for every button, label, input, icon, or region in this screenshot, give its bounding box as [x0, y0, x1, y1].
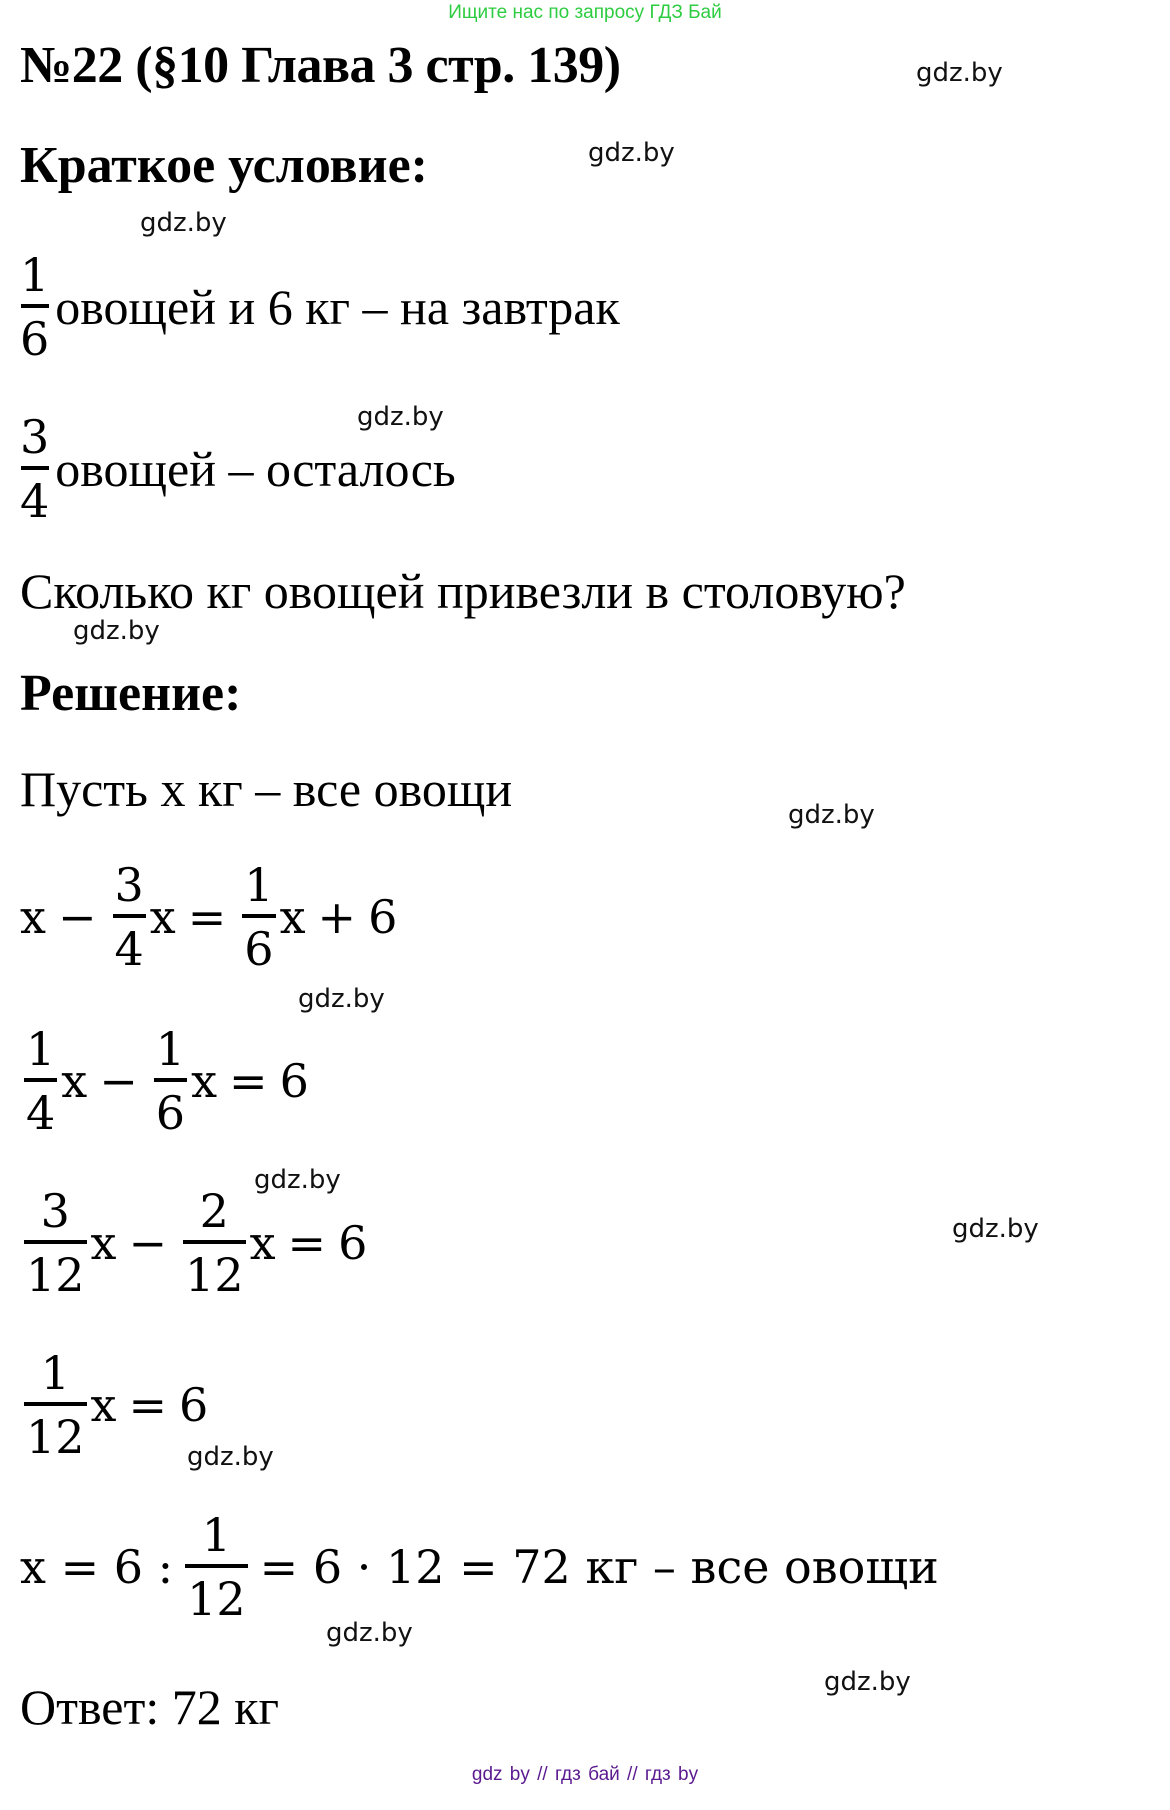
- fraction: [24, 1346, 87, 1464]
- denominator: 4: [26, 1086, 56, 1140]
- watermark: gdz.by: [140, 208, 227, 238]
- numerator: 3: [20, 410, 50, 464]
- equation-1: [20, 858, 398, 976]
- watermark: gdz.by: [357, 402, 444, 432]
- operator: +: [317, 890, 357, 944]
- fraction: [24, 1184, 87, 1302]
- fraction-bar: [183, 1240, 246, 1244]
- watermark: gdz.by: [326, 1618, 413, 1648]
- fraction: [185, 1508, 248, 1626]
- numerator: 1: [26, 1022, 56, 1076]
- condition-line-2: [18, 410, 456, 528]
- denominator: 12: [187, 1572, 246, 1626]
- fraction-bar: [154, 1078, 187, 1082]
- denominator: 4: [20, 474, 50, 528]
- fraction-bar: [24, 1240, 87, 1244]
- fraction: [24, 1022, 57, 1140]
- question-text: Сколько кг овощей привезли в столовую?: [20, 563, 906, 619]
- condition-heading: Краткое условие:: [20, 137, 428, 194]
- watermark: gdz.by: [73, 616, 160, 646]
- operator: =: [229, 1054, 268, 1108]
- watermark: gdz.by: [187, 1442, 274, 1472]
- operator: =: [128, 1378, 168, 1432]
- fraction-bar: [24, 1402, 87, 1406]
- fraction-bar: [21, 304, 49, 308]
- watermark: gdz.by: [254, 1165, 341, 1195]
- equation-3: [20, 1184, 368, 1302]
- denominator: 4: [114, 922, 144, 976]
- denominator: 12: [26, 1410, 85, 1464]
- operator: =: [287, 1216, 327, 1270]
- watermark: gdz.by: [788, 800, 875, 830]
- fraction-bar: [24, 1078, 57, 1082]
- operator: −: [57, 890, 97, 944]
- constant: 6: [338, 1216, 368, 1270]
- numerator: 1: [20, 248, 50, 302]
- equation-5: [20, 1508, 939, 1626]
- fraction-bar: [21, 466, 49, 470]
- denominator: 12: [26, 1248, 85, 1302]
- denominator: 12: [185, 1248, 244, 1302]
- operator: −: [128, 1216, 168, 1270]
- fraction-bar: [185, 1564, 248, 1568]
- constant: 6: [279, 1054, 309, 1108]
- variable: x: [61, 1054, 88, 1108]
- fraction: [183, 1184, 246, 1302]
- fraction-bar: [242, 914, 275, 918]
- answer: Ответ: 72 кг: [20, 1679, 280, 1735]
- fraction: [242, 858, 275, 976]
- page-title: №22 (§10 Глава 3 стр. 139): [20, 37, 621, 94]
- numerator: 1: [40, 1346, 70, 1400]
- numerator: 3: [114, 858, 144, 912]
- constant: 6: [179, 1378, 209, 1432]
- footer-links[interactable]: gdz by // гдз бай // гдз by: [471, 1764, 699, 1785]
- variable: x: [20, 890, 46, 944]
- fraction: [18, 410, 51, 528]
- variable: x: [149, 890, 176, 944]
- operator: =: [187, 890, 227, 944]
- variable: x: [90, 1378, 117, 1432]
- solution-heading: Решение:: [20, 665, 242, 722]
- variable: x: [279, 890, 306, 944]
- fraction-bar: [113, 914, 146, 918]
- numerator: 3: [40, 1184, 70, 1238]
- variable: x: [249, 1216, 276, 1270]
- numerator: 2: [199, 1184, 229, 1238]
- search-banner[interactable]: Ищите нас по запросу ГДЗ Бай: [448, 2, 722, 23]
- numerator: 1: [155, 1022, 186, 1076]
- condition-text: овощей – осталось: [55, 441, 456, 497]
- fraction: [113, 858, 146, 976]
- numerator: 1: [201, 1508, 232, 1562]
- constant: 6: [368, 890, 398, 944]
- watermark: gdz.by: [916, 58, 1003, 88]
- equation-4: [20, 1346, 209, 1464]
- equation-2: [20, 1022, 309, 1140]
- watermark: gdz.by: [588, 138, 675, 168]
- expression: x = 6 :: [20, 1540, 174, 1594]
- variable: x: [191, 1054, 218, 1108]
- numerator: 1: [244, 858, 274, 912]
- fraction: [154, 1022, 187, 1140]
- variable: x: [90, 1216, 117, 1270]
- operator: −: [99, 1054, 138, 1108]
- denominator: 6: [20, 312, 50, 366]
- condition-text: овощей и 6 кг – на завтрак: [55, 279, 620, 335]
- fraction: [18, 248, 51, 366]
- expression: = 6 · 12 = 72 кг – все овощи: [259, 1540, 939, 1594]
- watermark: gdz.by: [824, 1667, 911, 1697]
- condition-line-1: [18, 248, 620, 366]
- denominator: 6: [155, 1086, 186, 1140]
- watermark: gdz.by: [952, 1214, 1039, 1244]
- let-statement: Пусть x кг – все овощи: [20, 761, 513, 817]
- denominator: 6: [244, 922, 274, 976]
- watermark: gdz.by: [298, 984, 385, 1014]
